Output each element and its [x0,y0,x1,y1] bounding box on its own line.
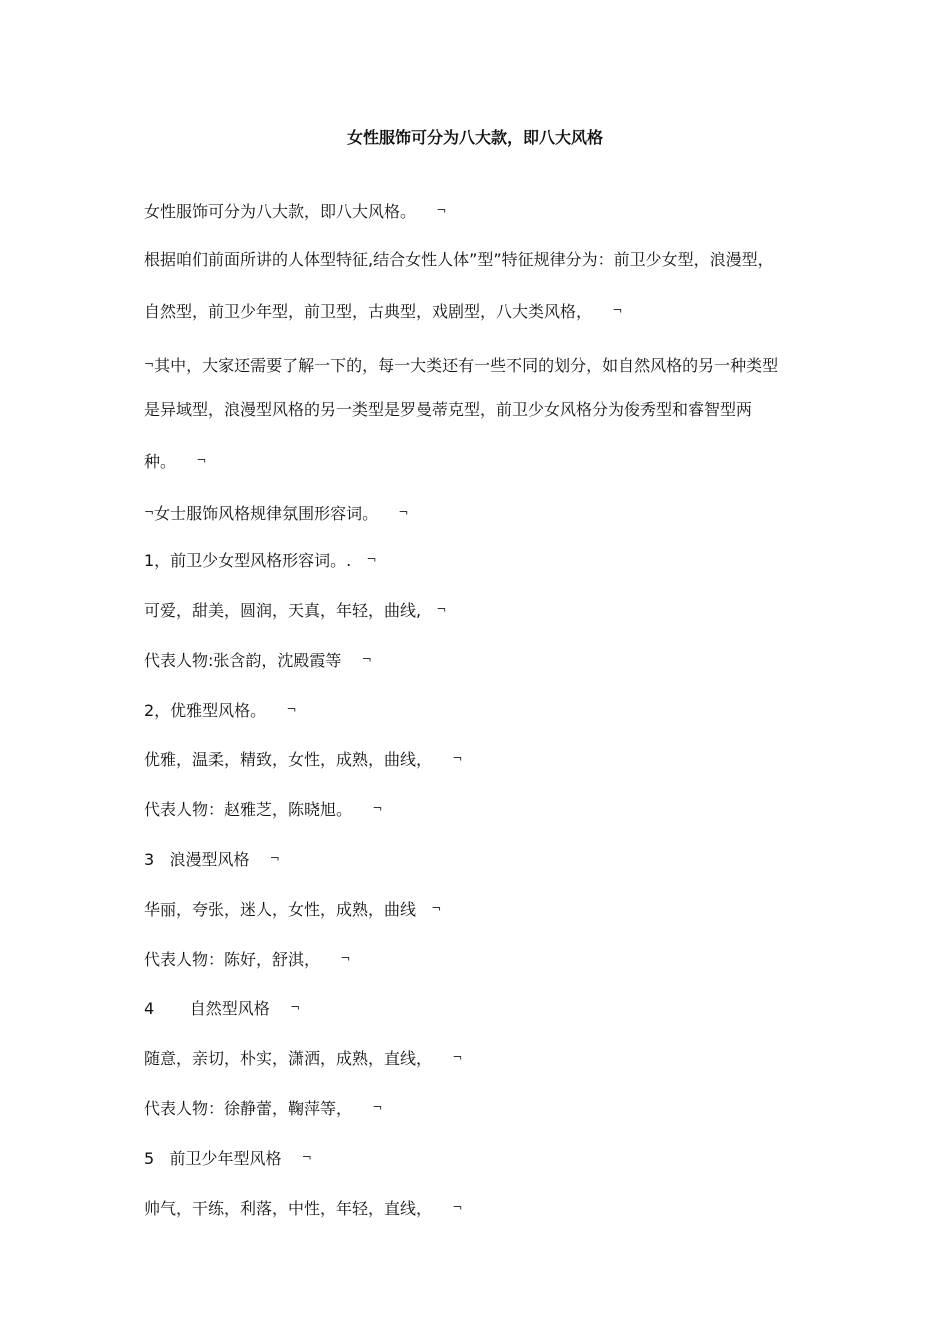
paragraph-line [144,946,350,972]
paragraph-mark-icon: ¬ [452,1200,463,1214]
line-text: 4 自然型风格 [144,999,270,1018]
line-text: 是异域型，浪漫型风格的另一类型是罗曼蒂克型，前卫少女风格分为俊秀型和睿智型两 [144,400,753,419]
line-text: 华丽，夸张，迷人，女性，成熟，曲线 [144,900,417,919]
line-text: 其中，大家还需要了解一下的，每一大类还有一些不同的划分，如自然风格的另一种类型 [154,356,779,375]
paragraph-mark-icon: ¬ [436,203,447,217]
paragraph-line [144,846,280,872]
paragraph-line [144,995,300,1021]
paragraph-mark-icon: ¬ [301,1150,312,1164]
paragraph-mark-icon: ¬ [452,751,463,765]
paragraph-line [144,597,446,623]
paragraph-mark-icon: ¬ [398,505,409,519]
paragraph-line [144,746,462,772]
paragraph-line [144,1145,312,1171]
paragraph-mark-icon: ¬ [436,602,447,616]
paragraph-mark-icon: ¬ [340,951,351,965]
line-text: 1，前卫少女型风格形容词。. [144,551,352,570]
line-text: 代表人物：赵雅芝，陈晓旭。 [144,800,353,819]
paragraph-line [144,448,206,474]
paragraph-mark-icon: ¬ [431,901,442,915]
paragraph-line [144,896,441,922]
paragraph-line [144,398,752,422]
line-text: 代表人物:张含韵，沈殿霞等 [144,651,342,670]
line-text: 2，优雅型风格。 [144,701,267,720]
line-text: 帅气，干练，利落，中性，年轻，直线， [144,1199,433,1218]
paragraph-mark-icon: ¬ [144,505,155,519]
paragraph-mark-icon: ¬ [269,851,280,865]
paragraph-mark-icon: ¬ [372,1100,383,1114]
paragraph-mark-icon: ¬ [452,1050,463,1064]
line-text: 5 前卫少年型风格 [144,1149,282,1168]
paragraph-mark-icon: ¬ [144,357,155,371]
line-text: 自然型，前卫少年型，前卫型，古典型，戏剧型，八大类风格， [144,302,593,321]
document-title: 女性服饰可分为八大款，即八大风格 [346,128,603,147]
paragraph-line [144,1095,382,1121]
line-text: 根据咱们前面所讲的人体型特征,结合女性人体”型”特征规律分为：前卫少女型，浪漫型， [144,250,774,269]
line-text: 代表人物：徐静蕾，鞠萍等， [144,1099,353,1118]
line-text: 3 浪漫型风格 [144,850,250,869]
paragraph-line [144,697,297,723]
line-text: 优雅，温柔，精致，女性，成熟，曲线， [144,750,433,769]
paragraph-line [144,1195,462,1221]
paragraph-mark-icon: ¬ [196,453,207,467]
line-text: 女性服饰可分为八大款，即八大风格。 [144,202,417,221]
paragraph-line [144,500,408,526]
line-text: 女士服饰风格规律氛围形容词。 [154,504,379,523]
paragraph-line [144,547,377,573]
paragraph-line [144,248,774,272]
line-text: 随意，亲切，朴实，潇洒，成熟，直线， [144,1049,433,1068]
paragraph-line [144,352,778,378]
paragraph-mark-icon: ¬ [372,801,383,815]
line-text: 可爱，甜美，圆润，天真，年轻，曲线, [144,601,422,620]
paragraph-line [144,1045,462,1071]
paragraph-line [144,647,372,673]
paragraph-line [144,198,446,224]
paragraph-mark-icon: ¬ [290,1000,301,1014]
line-text: 代表人物：陈好，舒淇， [144,950,321,969]
paragraph-line [144,796,382,822]
line-text: 种。 [144,452,177,471]
paragraph-mark-icon: ¬ [612,303,623,317]
paragraph-line [144,298,622,324]
paragraph-mark-icon: ¬ [286,702,297,716]
paragraph-mark-icon: ¬ [361,652,372,666]
paragraph-mark-icon: ¬ [366,552,377,566]
